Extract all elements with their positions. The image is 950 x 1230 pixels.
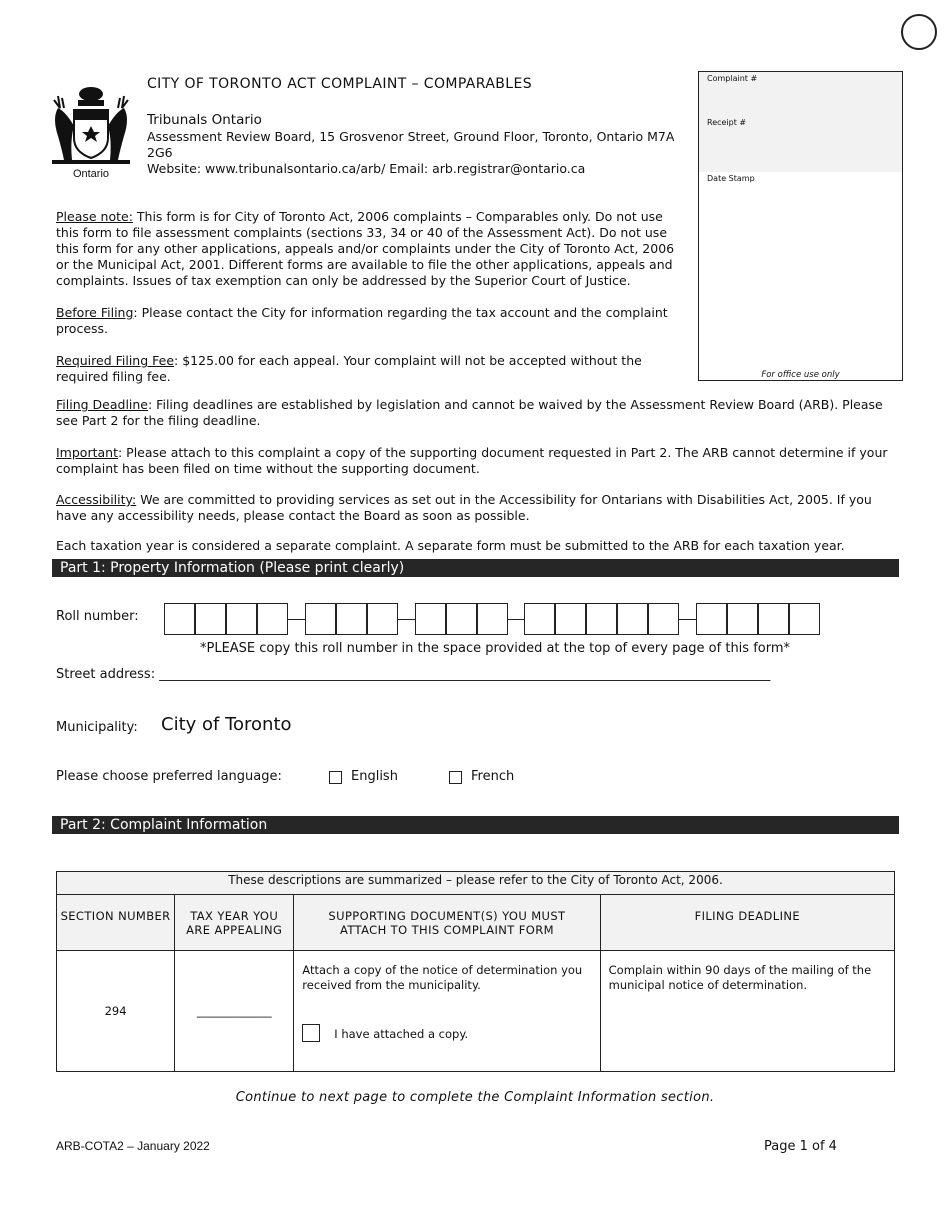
- page-number: Page 1 of 4: [764, 1139, 837, 1154]
- date-stamp-label: Date Stamp: [707, 174, 755, 183]
- roll-digit[interactable]: [305, 603, 336, 635]
- continue-note: Continue to next page to complete the Complaint Information section.: [235, 1090, 715, 1105]
- documents-cell: [294, 951, 600, 1072]
- before-filing-label: Before Filing: [56, 305, 134, 320]
- roll-digit[interactable]: [524, 603, 555, 635]
- complaint-number-label: Complaint #: [707, 74, 758, 83]
- street-address-field[interactable]: Street address: ______________________________________________________________________________________________: [56, 667, 771, 682]
- english-checkbox[interactable]: [329, 771, 342, 784]
- attached-copy-checkbox[interactable]: [302, 1024, 320, 1042]
- roll-digit[interactable]: [789, 603, 820, 635]
- important-paragraph: [56, 445, 901, 477]
- logo-caption: Ontario: [72, 168, 110, 180]
- receipt-number-label: Receipt #: [707, 118, 747, 127]
- form-title: CITY OF TORONTO ACT COMPLAINT – COMPARABLES: [147, 76, 533, 92]
- please-note-label: Please note:: [56, 209, 133, 224]
- roll-digit[interactable]: [696, 603, 727, 635]
- tax-year-input[interactable]: _____________: [175, 951, 294, 1072]
- roll-digit[interactable]: [367, 603, 398, 635]
- corner-circle: [901, 14, 937, 50]
- section-number-cell: 294: [57, 951, 175, 1072]
- please-note-paragraph: [56, 209, 686, 289]
- filing-fee-paragraph: [56, 353, 686, 385]
- complaint-info-table: [56, 871, 895, 1072]
- table-caption: These descriptions are summarized – please refer to the City of Toronto Act, 2006.: [57, 872, 895, 895]
- roll-digit[interactable]: [226, 603, 257, 635]
- roll-digit[interactable]: [446, 603, 477, 635]
- roll-separator: [288, 619, 305, 620]
- receipt-number-field[interactable]: [699, 116, 902, 173]
- roll-number-input[interactable]: [164, 603, 824, 637]
- roll-digit[interactable]: [648, 603, 679, 635]
- roll-number-label: Roll number:: [56, 609, 139, 624]
- roll-digit[interactable]: [727, 603, 758, 635]
- important-text: : Please attach to this complaint a copy of the supporting document requested in Part 2. The ARB cannot determine if your complaint has been filed on time without the supporting document.: [56, 445, 888, 476]
- french-checkbox[interactable]: [449, 771, 462, 784]
- before-filing-paragraph: [56, 305, 686, 337]
- roll-digit[interactable]: [164, 603, 195, 635]
- org-address: Assessment Review Board, 15 Grosvenor Street, Ground Floor, Toronto, Ontario M7A 2G6: [147, 129, 675, 160]
- roll-digit[interactable]: [586, 603, 617, 635]
- filing-fee-label: Required Filing Fee: [56, 353, 175, 368]
- roll-digit[interactable]: [555, 603, 586, 635]
- filing-deadline-paragraph: [56, 397, 901, 429]
- before-filing-text: : Please contact the City for information regarding the tax account and the complaint process.: [56, 305, 668, 336]
- language-label: Please choose preferred language:: [56, 769, 282, 784]
- part1-heading: Part 1: Property Information (Please print clearly): [52, 559, 899, 577]
- part2-heading: Part 2: Complaint Information: [52, 816, 899, 834]
- deadline-cell: Complain within 90 days of the mailing of the municipal notice of determination.: [600, 951, 894, 1072]
- municipality-value: City of Toronto: [161, 714, 292, 735]
- important-label: Important: [56, 445, 118, 460]
- form-id: ARB-COTA2 – January 2022: [56, 1139, 210, 1153]
- accessibility-paragraph: [56, 492, 901, 524]
- accessibility-text: We are committed to providing services as set out in the Accessibility for Ontarians with Disabilities Act, 2005. If you have any accessibility needs, please contact the Board as soon as possible.: [56, 492, 872, 523]
- filing-fee-text: : $125.00 for each appeal. Your complaint will not be accepted without the required filing fee.: [56, 353, 642, 384]
- filing-deadline-label: Filing Deadline: [56, 397, 148, 412]
- complaint-number-field[interactable]: [699, 72, 902, 117]
- roll-digit[interactable]: [415, 603, 446, 635]
- office-use-box: [698, 71, 903, 381]
- french-label: French: [471, 769, 515, 784]
- roll-digit[interactable]: [257, 603, 288, 635]
- col-header-tax-year: TAX YEAR YOU ARE APPEALING: [175, 895, 294, 951]
- roll-number-note: *PLEASE copy this roll number in the space provided at the top of every page of this form*: [199, 641, 791, 656]
- municipality-label: Municipality:: [56, 720, 138, 735]
- roll-digit[interactable]: [617, 603, 648, 635]
- please-note-text: This form is for City of Toronto Act, 2006 complaints – Comparables only. Do not use this form to file assessment complaints (sections 33, 34 or 40 of the Assessment Act). Do not use this form for any other applications, appeals and/or complaints under the City of Toronto Act, 2006 or the Municipal Act, 2001. Different forms are available to file the other applications, appeals and complaints. Issues of tax exemption can only be addressed by the Superior Court of Justice.: [56, 209, 675, 288]
- col-header-section: SECTION NUMBER: [57, 895, 175, 951]
- roll-digit[interactable]: [477, 603, 508, 635]
- org-name: Tribunals Ontario: [147, 112, 262, 128]
- col-header-documents: SUPPORTING DOCUMENT(S) YOU MUST ATTACH TO THIS COMPLAINT FORM: [294, 895, 600, 951]
- separate-complaint-note: Each taxation year is considered a separate complaint. A separate form must be submitted to the ARB for each taxation year.: [56, 538, 845, 553]
- documents-instruction: Attach a copy of the notice of determination you received from the municipality.: [302, 963, 583, 992]
- org-contact: Website: www.tribunalsontario.ca/arb/ Email: arb.registrar@ontario.ca: [147, 161, 586, 176]
- attached-copy-label: I have attached a copy.: [334, 1027, 469, 1041]
- english-label: English: [351, 769, 398, 784]
- accessibility-label: Accessibility:: [56, 492, 137, 507]
- roll-separator: [508, 619, 524, 620]
- col-header-deadline: FILING DEADLINE: [600, 895, 894, 951]
- date-stamp-field: [699, 172, 902, 380]
- roll-digit[interactable]: [195, 603, 226, 635]
- filing-deadline-text: : Filing deadlines are established by legislation and cannot be waived by the Assessment Review Board (ARB). Please see Part 2 for the filing deadline.: [56, 397, 883, 428]
- office-use-footer: For office use only: [761, 370, 840, 380]
- roll-separator: [679, 619, 696, 620]
- roll-digit[interactable]: [336, 603, 367, 635]
- roll-digit[interactable]: [758, 603, 789, 635]
- roll-separator: [398, 619, 415, 620]
